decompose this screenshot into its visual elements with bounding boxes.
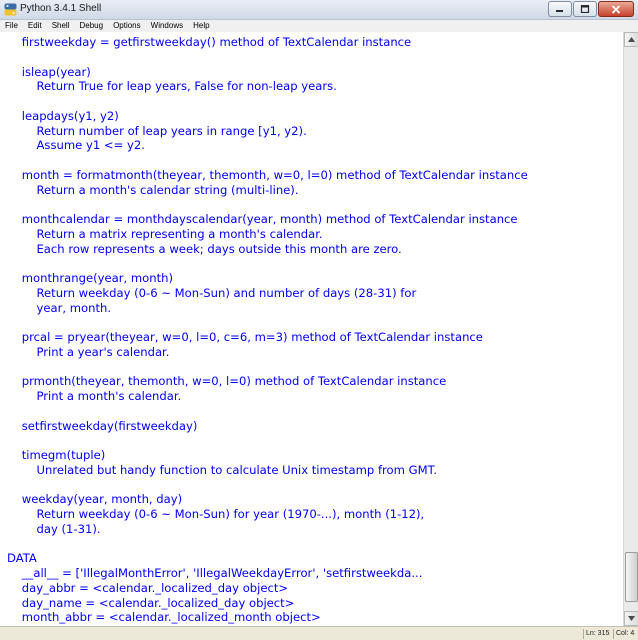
menu-help[interactable]: Help: [193, 21, 210, 30]
shell-text-line: Return weekday (0-6 ~ Mon-Sun) for year (1970-...), month (1-12),: [7, 507, 425, 521]
shell-text-line: Return a month's calendar string (multi-line).: [7, 182, 299, 197]
shell-text-line: leapdays(y1, y2): [7, 108, 119, 123]
minimize-icon: [555, 5, 565, 13]
window-controls: [548, 1, 634, 18]
shell-output-area[interactable]: [0, 32, 623, 626]
shell-text-line: isleap(year): [7, 64, 91, 79]
shell-text-line: Each row represents a week; days outside this month are zero.: [7, 241, 402, 256]
shell-text-line: Print a year's calendar.: [7, 344, 170, 359]
close-button[interactable]: [598, 1, 634, 17]
maximize-icon: [580, 5, 590, 13]
line-number-indicator: Ln: 315: [583, 629, 613, 639]
shell-text-line: month_abbr = <calendar._localized_month object>: [7, 610, 321, 625]
scroll-down-button[interactable]: [624, 611, 638, 626]
shell-text-line: Return True for leap years, False for non-leap years.: [7, 79, 337, 94]
menu-options[interactable]: Options: [113, 21, 141, 30]
shell-text-line: Unrelated but handy function to calculate Unix timestamp from GMT.: [7, 462, 438, 477]
scroll-thumb[interactable]: [625, 552, 638, 602]
shell-text-line: month = formatmonth(theyear, themonth, w=0, l=0) method of TextCalendar instance: [7, 167, 528, 182]
menu-file[interactable]: File: [5, 21, 18, 30]
shell-text-line: Assume y1 <= y2.: [7, 138, 145, 153]
shell-text-line: monthrange(year, month): [7, 271, 173, 285]
minimize-button[interactable]: [548, 1, 572, 17]
shell-text-line: Return weekday (0-6 ~ Mon-Sun) and number of days (28-31) for: [7, 285, 417, 300]
menu-debug[interactable]: Debug: [79, 21, 104, 30]
shell-text-line: Return a matrix representing a month's calendar.: [7, 226, 323, 241]
menu-bar: [0, 20, 638, 32]
maximize-button[interactable]: [573, 1, 597, 17]
shell-text-line: timegm(tuple): [7, 448, 106, 462]
shell-text-line: day_abbr = <calendar._localized_day object>: [7, 580, 289, 595]
column-number-indicator: Col: 4: [613, 629, 637, 639]
shell-text-line: DATA: [7, 551, 37, 566]
shell-text-line: prcal = pryear(theyear, w=0, l=0, c=6, m=3) method of TextCalendar instance: [7, 330, 483, 344]
shell-text-line: prmonth(theyear, themonth, w=0, l=0) method of TextCalendar instance: [7, 374, 447, 389]
menu-shell[interactable]: Shell: [51, 21, 70, 30]
shell-text-line: day_name = <calendar._localized_day object>: [7, 595, 295, 610]
menu-windows[interactable]: Windows: [150, 21, 184, 30]
vertical-scrollbar[interactable]: [623, 32, 638, 626]
scroll-up-button[interactable]: [624, 32, 638, 47]
python-icon: [4, 3, 17, 16]
shell-text-line: weekday(year, month, day): [7, 492, 183, 507]
shell-text-line: monthcalendar = monthdayscalendar(year, month) method of TextCalendar instance: [7, 212, 518, 226]
shell-text-line: day (1-31).: [7, 521, 101, 536]
shell-text-line: setfirstweekday(firstweekday): [7, 418, 198, 433]
shell-text-line: firstweekday = getfirstweekday() method of TextCalendar instance: [7, 35, 412, 49]
title-bar: [0, 0, 638, 20]
arrow-down-icon: [628, 616, 635, 621]
shell-text-line: year, month.: [7, 300, 112, 315]
shell-text-line: Return number of leap years in range [y1, y2).: [7, 123, 307, 138]
shell-text-line: __all__ = ['IllegalMonthError', 'IllegalWeekdayError', 'setfirstweekda...: [7, 566, 423, 580]
menu-edit[interactable]: Edit: [27, 21, 42, 30]
status-bar: [0, 626, 638, 640]
shell-text-line: Print a month's calendar.: [7, 389, 182, 403]
arrow-up-icon: [628, 37, 635, 42]
close-icon: [611, 5, 621, 14]
window-title: Python 3.4.1 Shell: [20, 3, 102, 14]
